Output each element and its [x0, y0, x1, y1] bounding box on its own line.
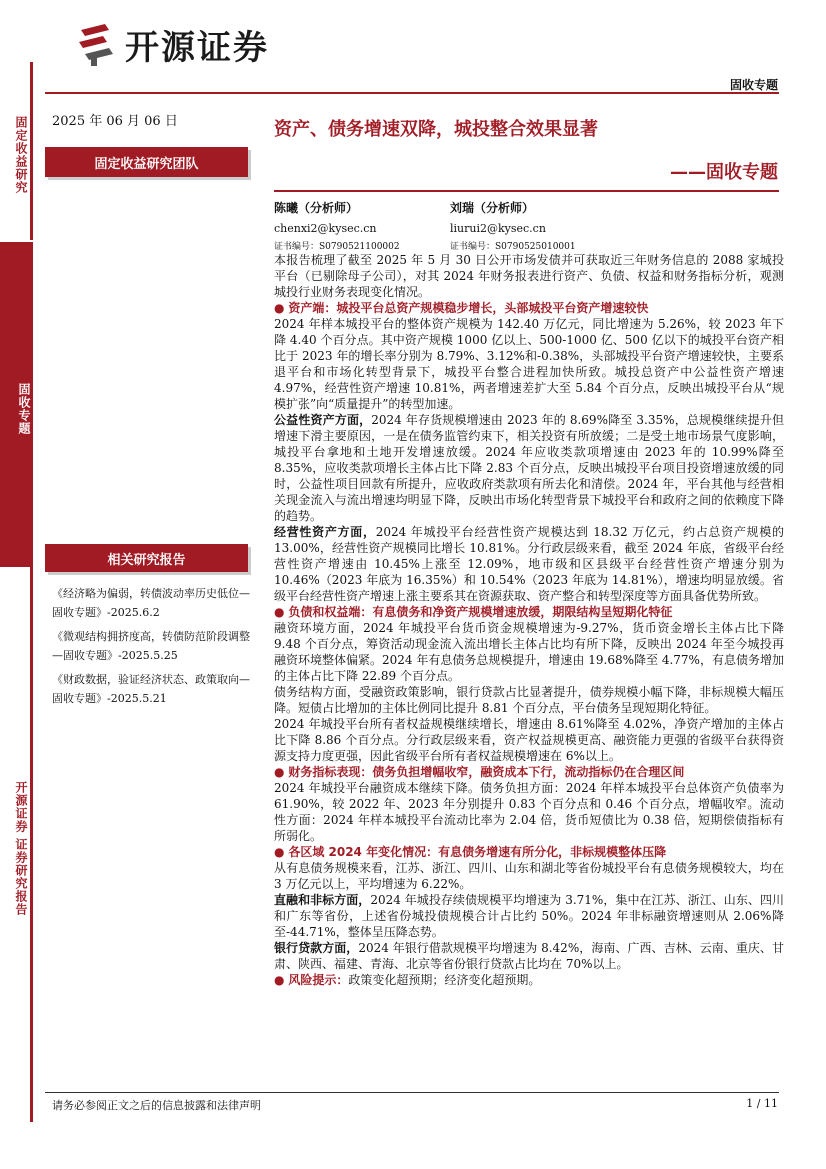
- analyst-email[interactable]: chenxi2@kysec.cn: [274, 222, 377, 235]
- side-label-brand: 开源证券 证券研究报告: [0, 567, 33, 1122]
- paragraph-lead: 直融和非标方面，: [274, 893, 371, 907]
- page-number: 1 / 11: [746, 1097, 778, 1110]
- analyst-cert: 证书编号：S0790521100002: [274, 242, 400, 252]
- side-label-research: 固定收益研究: [0, 62, 33, 240]
- bullet-icon: ●: [274, 973, 285, 987]
- related-banner: [45, 544, 248, 572]
- section-heading: 资产端：城投平台总资产规模稳步增长，头部城投平台资产增速较快: [288, 301, 649, 315]
- paragraph: 2024 年城投平台经营性资产规模达到 18.32 万亿元，约占总资产规模的 13.00%，经营性资产规模同比增长 10.81%。分行政层级来看，截至 2024 年底，省级平台经营性资产增速由 10.45%上涨至 12.09%，地市级和区县级平台经营性资产增速分别为 10.46%（2023 年底为 16.35%）和 10.54%（2023 年底为 14.81%），增速均明显放缓。省级平台经营性资产增速上涨主要系其在资源获取、资产整合和转型深度等方面具备优势所致。: [274, 525, 784, 603]
- bullet-icon: ●: [274, 301, 285, 315]
- paragraph-lead: 经营性资产方面，: [274, 525, 376, 539]
- team-label: 固定收益研究团队: [94, 156, 199, 172]
- paragraph: 2024 年样本城投平台的整体资产规模为 142.40 万亿元，同比增速为 5.26%，较 2023 年下降 4.40 个百分点。其中资产规模 1000 亿以上、500-1000 亿、500 亿以下的城投平台资产相比于 2023 年的增长率分别为 8.79%、3.12%和-0.38%，头部城投平台资产增速较快，主要系退平台和市场化转型背景下，城投平台整合进程加快所致。城投总资产中公益性资产增速 4.97%，经营性资产增速 10.81%，两者增速差扩大至 5.84 个百分点，反映出城投平台从“规模扩张”向“质量提升”的转型加速。: [274, 317, 784, 411]
- bullet-icon: ●: [274, 605, 285, 619]
- brand-logo: [75, 20, 269, 68]
- intro-paragraph: 本报告梳理了截至 2025 年 5 月 30 日公开市场发债并可获取近三年财务信息的 2088 家城投平台（已剔除母子公司），对其 2024 年财务报表进行资产、负债、权益和财务指标分析，观测城投行业财务表现变化情况。: [274, 253, 784, 299]
- report-date: 2025 年 06 月 06 日: [52, 114, 178, 129]
- footer-divider: [45, 1092, 779, 1093]
- logo-mark-icon: [75, 22, 119, 66]
- analyst-1: [274, 199, 400, 252]
- paragraph: 2024 年城投存续债规模平均增速为 3.71%，集中在江苏、浙江、山东、四川和广东等省份，上述省份城投债规模合计占比约 50%。2024 年非标融资增速则从 2.06%降至-44.71%，整体呈压降态势。: [274, 893, 784, 939]
- report-subtitle: ——固收专题: [670, 162, 778, 183]
- paragraph: 2024 年城投平台融资成本继续下降。债务负担方面：2024 年样本城投平台总体资产负债率为 61.90%，较 2022 年、2023 年分别提升 0.83 个百分点和 0.46 个百分点，增幅收窄。流动性方面：2024 年样本城投平台流动比率为 2.04 倍，货币短债比为 0.38 倍，短期偿债指标有所弱化。: [274, 781, 784, 843]
- bullet-icon: ●: [274, 765, 285, 779]
- related-list: [52, 584, 252, 713]
- section-heading: 各区域 2024 年变化情况：有息债务增速有所分化，非标规模整体压降: [288, 845, 667, 859]
- analyst-cert: 证书编号：S0790525010001: [450, 242, 576, 252]
- header-divider: [45, 92, 779, 94]
- related-item[interactable]: 《财政数据，验证经济状态、政策取向—固收专题》-2025.5.21: [52, 673, 250, 705]
- section-heading: 财务指标表现：债务负担增幅收窄，融资成本下行，流动指标仍在合理区间: [288, 765, 685, 779]
- section-heading: 负债和权益端：有息债务和净资产规模增速放缓，期限结构呈短期化特征: [288, 605, 673, 619]
- analyst-name: 陈曦（分析师）: [274, 201, 359, 215]
- paragraph: 2024 年银行借款规模平均增速为 8.42%，海南、广西、吉林、云南、重庆、甘肃、陕西、福建、青海、北京等省份银行贷款占比均在 70%以上。: [274, 941, 784, 971]
- related-label: 相关研究报告: [107, 552, 186, 568]
- related-item[interactable]: 《经济略为偏弱，转债波动率历史低位—固收专题》-2025.6.2: [52, 587, 250, 619]
- report-title: 资产、债务增速双降，城投整合效果显著: [274, 119, 598, 140]
- footer-disclaimer: 请务必参阅正文之后的信息披露和法律声明: [52, 1099, 261, 1112]
- paragraph: 融资环境方面，2024 年城投平台货币资金规模增速为-9.27%，货币资金增长主体占比下降 9.48 个百分点，筹资活动现金流入流出增长主体占比均有所下降，反映出 2024 年至今城投再融资环境整体偏紧。2024 年有息债务总规模提升，增速由 19.68%降至 4.77%，有息债务增加的主体占比下降 22.89 个百分点。: [274, 621, 784, 683]
- paragraph: 2024 年城投平台所有者权益规模继续增长，增速由 8.61%降至 4.02%，净资产增加的主体占比下降 8.86 个百分点。分行政层级来看，资产权益规模更高、融资能力更强的省级平台获得资源支持力度更强，因此省级平台所有者权益规模增速在 6%以上。: [274, 717, 784, 763]
- side-label-topic: 固收专题: [0, 242, 33, 567]
- series-tag: 固收专题: [729, 78, 778, 92]
- paragraph: 债务结构方面，受融资政策影响，银行贷款占比显著提升，债券规模小幅下降，非标规模大幅压降。短债占比增加的主体比例同比提升 8.81 个百分点，平台债务呈现短期化特征。: [274, 685, 784, 715]
- paragraph: 从有息债务规模来看，江苏、浙江、四川、山东和湖北等省份城投平台有息债务规模较大，均在 3 万亿元以上，平均增速为 6.22%。: [274, 861, 784, 891]
- risk-heading: 风险提示：: [288, 973, 349, 987]
- side-bar: [0, 0, 33, 1169]
- related-item[interactable]: 《微观结构拥挤度高，转债防范阶段调整—固收专题》-2025.5.25: [52, 630, 250, 662]
- analyst-email[interactable]: liurui2@kysec.cn: [450, 222, 546, 235]
- brand-name: 开源证券: [125, 27, 269, 68]
- paragraph-lead: 公益性资产方面，: [274, 413, 372, 427]
- report-body: [274, 252, 784, 988]
- analyst-divider: [274, 190, 779, 192]
- paragraph-lead: 银行贷款方面，: [274, 941, 359, 955]
- analyst-name: 刘瑞（分析师）: [450, 201, 535, 215]
- paragraph: 2024 年存货规模增速由 2023 年的 8.69%降至 3.35%，总规模继续提升但增速下滑主要原因，一是在债务监管约束下，相关投资有所放缓；二是受土地市场景气度影响，城投平台拿地和土地开发增速放缓。2024 年应收类款项增速由 2023 年的 10.99%降至 8.35%，应收类款项增长主体占比下降 2.83 个百分点，反映出城投平台项目投资增速放缓的同时，公益性项目回款有所提升，应收政府类款项有所去化和清偿。2024 年，平台其他与经营相关现金流入与流出增速均明显下降，反映出市场化转型背景下城投平台和政府之间的依赖度下降的趋势。: [274, 413, 784, 523]
- bullet-icon: ●: [274, 845, 285, 859]
- team-banner: [45, 147, 248, 177]
- risk-text: 政策变化超预期；经济变化超预期。: [348, 973, 541, 987]
- analyst-2: [450, 199, 576, 252]
